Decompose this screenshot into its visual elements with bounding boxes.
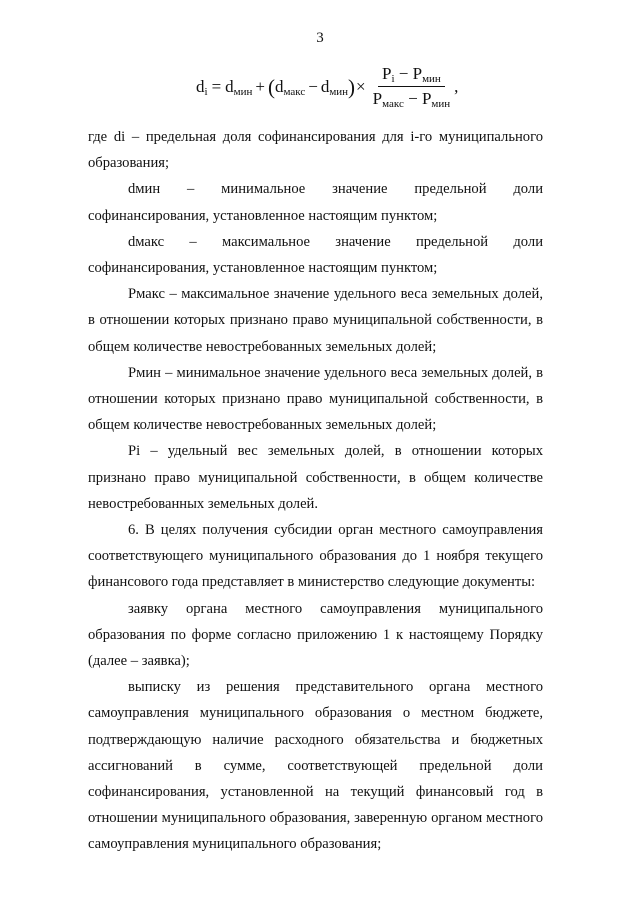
paragraph-di-definition: где di – предельная доля софинансирования для i-го муниципального образования; <box>88 129 543 172</box>
formula-term-d-max: $d_{макс}$ <box>274 76 306 98</box>
cofinancing-formula <box>196 64 458 110</box>
paragraph-pmin-definition: Рмин – минимальное значение удельного веса земельных долей, в отношении которых признано право муниципальной собственности, в общем количестве невостребованных земельных долей; <box>88 364 543 434</box>
paragraph-application: заявку органа местного самоуправления муниципального образования по форме согласно приложению 1 к настоящему Порядку (далее – заявка); <box>88 600 543 670</box>
body-text <box>88 124 543 858</box>
formula-plus: + <box>255 77 265 96</box>
paragraph-pmax-definition: Рмакс – максимальное значение удельного веса земельных долей, в отношении которых признано право муниципальной собственности, в общем количестве невостребованных земельных долей; <box>88 286 543 355</box>
formula-numerator: $P_i - P_{мин}$ <box>378 64 445 87</box>
page-number: 3 <box>316 30 324 46</box>
paragraph-item-6: 6. В целях получения субсидии орган местного самоуправления соответствующего муниципального образования до 1 ноября текущего финансового года представляет в министерство следующие документы: <box>88 522 543 591</box>
formula-term-d-min-2: $d_{мин}$ <box>320 76 349 98</box>
formula-times: × <box>356 77 366 96</box>
paragraph-pi-definition: Pi – удельный вес земельных долей, в отношении которых признано право муниципальной собственности, в общем количестве невостребованных земельных долей. <box>88 443 543 512</box>
formula-equals: = <box>211 77 222 96</box>
formula-comma: , <box>454 77 459 96</box>
formula-minus: − <box>308 77 318 96</box>
paragraph-budget-extract: выписку из решения представительного органа местного самоуправления муниципального образования о местном бюджете, подтверждающую наличие расходного обязательства и бюджетных ассигнований в сумме, соответствующей предельной доли софинансирования, установленной на текущий финансовый год в отношении муниципального образования, заверенную органом местного самоуправления муниципального образования; <box>88 679 543 853</box>
formula-paren-open: ( <box>267 74 275 99</box>
formula-denominator: $P_{макс} - P_{мин}$ <box>372 89 451 110</box>
formula-paren-close: ) <box>348 74 356 99</box>
formula-fraction <box>369 64 455 110</box>
paragraph-dmax-definition: dмакс – максимальное значение предельной доли софинансирования, установленное настоящим пунктом; <box>88 233 543 277</box>
formula-term-d-min: $d_{мин}$ <box>225 76 253 98</box>
paragraph-dmin-definition: dмин – минимальное значение предельной доли софинансирования, установленное настоящим пунктом; <box>88 181 543 224</box>
formula-lhs: $d_i$ <box>196 76 208 98</box>
